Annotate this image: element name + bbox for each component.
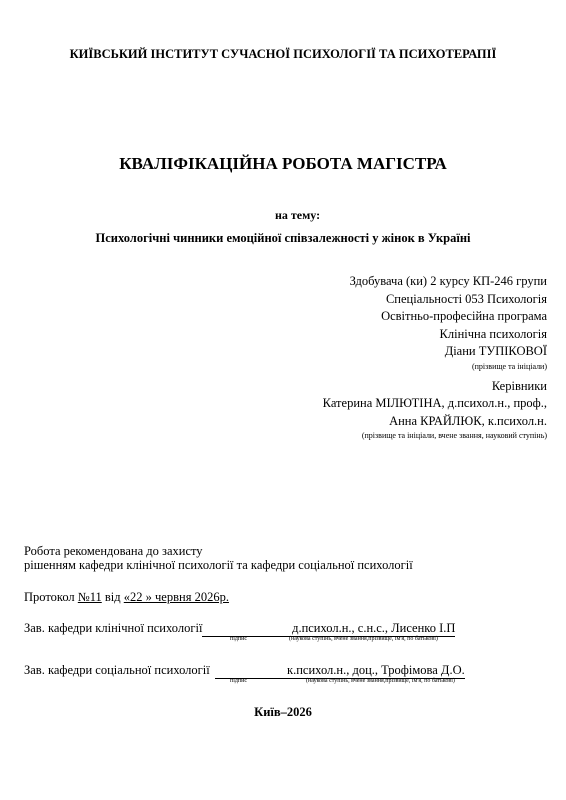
signature-label: Зав. кафедри соціальної психології: [24, 663, 210, 677]
program-name: Клінічна психологія: [439, 326, 547, 341]
signature-value: к.психол.н., доц., Трофімова Д.О.: [287, 663, 465, 677]
document-title: КВАЛІФІКАЦІЙНА РОБОТА МАГІСТРА: [119, 154, 447, 173]
signature-sub-sign: підпис: [230, 678, 248, 684]
protocol-line: [24, 590, 229, 605]
city-year: Київ–2026: [254, 705, 312, 719]
protocol-label: Протокол: [24, 590, 78, 604]
signature-sub-sign: підпис: [230, 636, 248, 642]
signature-field: [215, 663, 465, 679]
protocol-date: «22 » червня 2026р.: [123, 590, 229, 604]
author-block: [323, 273, 547, 447]
signature-sub-details: (наукова ступінь, вчене звання,прізвище, ім'я, по батькові): [289, 636, 438, 642]
education-program: Освітньо-професійна програма: [381, 309, 547, 323]
supervisor-2: Анна КРАЙЛЮК, к.психол.н.: [389, 413, 547, 428]
signature-row-social: [24, 663, 465, 679]
supervisors-note: (прізвище та ініціали, вчене звання, науковий ступінь): [361, 431, 547, 440]
institute-name: КИЇВСЬКИЙ ІНСТИТУТ СУЧАСНОЇ ПСИХОЛОГІЇ ТА ПСИХОТЕРАПІЇ: [69, 47, 497, 61]
protocol-from: від: [101, 590, 124, 604]
signature-field: [202, 621, 455, 637]
signature-label: Зав. кафедри клінічної психології: [24, 621, 203, 635]
theme-label: на тему:: [275, 208, 321, 222]
recommendation-line-1: Робота рекомендована до захисту: [24, 544, 203, 558]
student-specialty: Спеціальності 053 Психологія: [385, 291, 547, 306]
signature-value: д.психол.н., с.н.с., Лисенко І.П: [292, 621, 456, 635]
protocol-number: №11: [77, 590, 102, 604]
signature-row-clinical: [24, 621, 455, 637]
student-course-group: Здобувача (ки) 2 курсу КП-246 групи: [349, 274, 547, 288]
supervisor-1: Катерина МІЛЮТІНА, д.психол.н., проф.,: [322, 396, 547, 410]
student-name: Діани ТУПІКОВОЇ: [444, 344, 547, 358]
thesis-topic: Психологічні чинники емоційної співзалежності у жінок в Україні: [95, 231, 471, 245]
supervisors-label: Керівники: [491, 378, 547, 393]
signature-sub-details: (наукова ступінь, вчене звання,прізвище, ім'я, по батькові): [306, 678, 455, 684]
recommendation-line-2: рішенням кафедри клінічної психології та кафедри соціальної психології: [24, 558, 413, 572]
student-name-note: (прізвище та ініціали): [471, 361, 547, 371]
